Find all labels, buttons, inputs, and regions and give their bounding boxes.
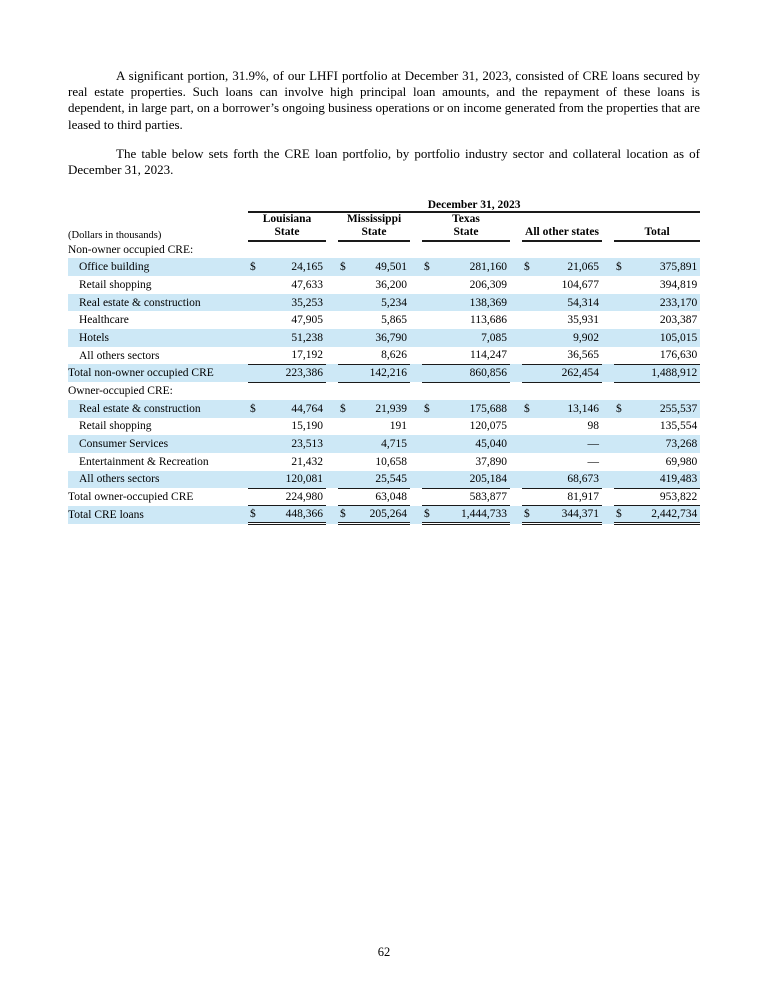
- row-label: Real estate & construction: [68, 294, 248, 312]
- currency-symbol-cell: [614, 453, 628, 471]
- currency-symbol-cell: [422, 453, 436, 471]
- column-header-texas-state: [422, 212, 510, 240]
- value-cell: 223,386: [262, 364, 326, 382]
- units-label: (Dollars in thousands): [68, 229, 162, 241]
- column-gap: [510, 241, 522, 259]
- value-cell: —: [587, 455, 599, 468]
- row-label: All others sectors: [68, 471, 248, 489]
- value-cell: 206,309: [469, 278, 507, 291]
- currency-symbol-cell: [248, 311, 262, 329]
- value-cell: 81,917: [536, 488, 602, 506]
- column-gap: [602, 435, 614, 453]
- currency-symbol-cell: $: [522, 506, 536, 524]
- row-label: Total CRE loans: [68, 506, 248, 524]
- column-gap: [410, 418, 422, 436]
- value-cell: [352, 382, 410, 400]
- currency-symbol-cell: [614, 364, 628, 382]
- column-gap: [510, 435, 522, 453]
- value-cell: 69,980: [665, 455, 698, 468]
- currency-symbol-cell: [614, 418, 628, 436]
- currency-symbol-cell: [338, 329, 352, 347]
- currency-symbol-cell: [422, 418, 436, 436]
- value-cell: 1,488,912: [628, 364, 700, 382]
- value-cell: 120,075: [469, 420, 507, 433]
- currency-symbol-cell: [614, 382, 628, 400]
- value-cell: 25,545: [352, 471, 410, 489]
- currency-symbol-cell: [248, 418, 262, 436]
- currency-symbol-cell: $: [422, 506, 436, 524]
- date-header-spacer: [68, 199, 248, 212]
- column-gap: [410, 506, 422, 524]
- currency-symbol-cell: [522, 364, 536, 382]
- column-gap: [510, 453, 522, 471]
- column-gap: [602, 453, 614, 471]
- currency-symbol-cell: [614, 241, 628, 259]
- value-cell: 375,891: [628, 258, 700, 276]
- column-gap: [410, 382, 422, 400]
- value-cell: 113,686: [470, 314, 507, 327]
- currency-symbol-cell: [522, 418, 536, 436]
- currency-symbol-cell: [614, 276, 628, 294]
- currency-symbol-cell: [248, 347, 262, 365]
- value-cell: 233,170: [628, 294, 700, 312]
- column-gap: [326, 435, 338, 453]
- row-label: Total non-owner occupied CRE: [68, 364, 248, 382]
- table-row: [68, 435, 700, 453]
- column-gap: [326, 241, 338, 259]
- column-gap: [602, 418, 614, 436]
- currency-symbol-cell: [338, 311, 352, 329]
- currency-symbol-cell: $: [614, 258, 628, 276]
- value-cell: 35,253: [262, 294, 326, 312]
- date-header-row: [68, 199, 700, 212]
- value-cell: 68,673: [536, 471, 602, 489]
- currency-symbol-cell: [614, 329, 628, 347]
- value-cell: 419,483: [628, 471, 700, 489]
- currency-symbol-cell: $: [422, 258, 436, 276]
- value-cell: 45,040: [436, 435, 510, 453]
- currency-symbol-cell: [422, 311, 436, 329]
- column-header-row: [68, 212, 700, 240]
- currency-symbol-cell: [338, 418, 352, 436]
- column-gap: [410, 471, 422, 489]
- value-cell: [628, 382, 700, 400]
- column-gap: [326, 471, 338, 489]
- table-row: [68, 364, 700, 382]
- column-gap: [602, 400, 614, 418]
- currency-symbol-cell: [338, 347, 352, 365]
- value-cell: 394,819: [659, 278, 698, 291]
- column-gap: [326, 258, 338, 276]
- value-cell: 54,314: [536, 294, 602, 312]
- column-gap: [326, 364, 338, 382]
- column-gap: [326, 400, 338, 418]
- value-cell: 36,565: [536, 347, 602, 365]
- currency-symbol-cell: [522, 382, 536, 400]
- value-cell: 23,513: [262, 435, 326, 453]
- value-cell: 135,554: [659, 420, 698, 433]
- currency-symbol-cell: [248, 453, 262, 471]
- value-cell: 953,822: [628, 488, 700, 506]
- currency-symbol-cell: [338, 276, 352, 294]
- date-header: December 31, 2023: [248, 199, 700, 212]
- value-cell: 860,856: [436, 364, 510, 382]
- currency-symbol-cell: [248, 435, 262, 453]
- column-gap: [602, 241, 614, 259]
- column-header-line: Louisiana: [262, 213, 312, 226]
- value-cell: 44,764: [262, 400, 326, 418]
- value-cell: 47,905: [291, 314, 323, 327]
- column-gap: [510, 276, 522, 294]
- value-cell: 35,931: [567, 314, 599, 327]
- currency-symbol-cell: [614, 471, 628, 489]
- section-header-row: [68, 241, 700, 259]
- value-cell: 21,939: [352, 400, 410, 418]
- column-gap: [602, 276, 614, 294]
- value-cell: 15,190: [291, 420, 323, 433]
- column-gap: [410, 258, 422, 276]
- value-cell: 205,264: [352, 506, 410, 524]
- column-gap: [510, 471, 522, 489]
- column-gap: [410, 364, 422, 382]
- row-label: Hotels: [68, 329, 248, 347]
- value-cell: 49,501: [352, 258, 410, 276]
- column-gap: [510, 506, 522, 524]
- currency-symbol-cell: [422, 276, 436, 294]
- column-gap: [602, 258, 614, 276]
- value-cell: 191: [389, 420, 407, 433]
- column-gap: [326, 311, 338, 329]
- table-row: [68, 418, 700, 436]
- row-label: Total owner-occupied CRE: [68, 491, 194, 504]
- currency-symbol-cell: $: [248, 258, 262, 276]
- currency-symbol-cell: [614, 488, 628, 506]
- currency-symbol-cell: [614, 435, 628, 453]
- value-cell: 262,454: [536, 364, 602, 382]
- currency-symbol-cell: $: [522, 258, 536, 276]
- value-cell: 4,715: [352, 435, 410, 453]
- currency-symbol-cell: [522, 311, 536, 329]
- currency-symbol-cell: $: [614, 506, 628, 524]
- currency-symbol-cell: [338, 241, 352, 259]
- table-row: [68, 453, 700, 471]
- value-cell: —: [536, 435, 602, 453]
- value-cell: 344,371: [536, 506, 602, 524]
- currency-symbol-cell: [338, 364, 352, 382]
- value-cell: 73,268: [628, 435, 700, 453]
- table-row: [68, 471, 700, 489]
- row-label: Healthcare: [79, 314, 129, 327]
- value-cell: 17,192: [262, 347, 326, 365]
- column-gap: [510, 400, 522, 418]
- column-header-line: Mississippi: [346, 213, 402, 226]
- column-gap: [602, 382, 614, 400]
- column-gap: [326, 453, 338, 471]
- value-cell: 120,081: [262, 471, 326, 489]
- currency-symbol-cell: [522, 488, 536, 506]
- currency-symbol-cell: [522, 329, 536, 347]
- currency-symbol-cell: [522, 241, 536, 259]
- column-header-line: State: [361, 226, 387, 239]
- row-label: Entertainment & Recreation: [79, 455, 209, 468]
- value-cell: 51,238: [262, 329, 326, 347]
- table-row: [68, 400, 700, 418]
- value-cell: 21,065: [536, 258, 602, 276]
- column-gap: [410, 488, 422, 506]
- value-cell: [262, 241, 326, 259]
- value-cell: 5,234: [352, 294, 410, 312]
- currency-symbol-cell: $: [338, 258, 352, 276]
- value-cell: 281,160: [436, 258, 510, 276]
- column-gap: [410, 294, 422, 312]
- currency-symbol-cell: $: [338, 400, 352, 418]
- column-gap: [326, 329, 338, 347]
- value-cell: 176,630: [628, 347, 700, 365]
- currency-symbol-cell: [522, 294, 536, 312]
- column-gap: [602, 329, 614, 347]
- column-gap: [326, 212, 338, 240]
- currency-symbol-cell: $: [614, 400, 628, 418]
- value-cell: [536, 382, 602, 400]
- column-gap: [602, 311, 614, 329]
- table-row: [68, 311, 700, 329]
- column-gap: [602, 471, 614, 489]
- table-row: [68, 276, 700, 294]
- currency-symbol-cell: [522, 347, 536, 365]
- row-label: Non-owner occupied CRE:: [68, 243, 194, 256]
- column-gap: [510, 311, 522, 329]
- column-gap: [602, 347, 614, 365]
- currency-symbol-cell: [248, 294, 262, 312]
- currency-symbol-cell: [338, 294, 352, 312]
- column-gap: [326, 488, 338, 506]
- column-gap: [410, 347, 422, 365]
- currency-symbol-cell: [522, 471, 536, 489]
- column-gap: [510, 258, 522, 276]
- row-label: All others sectors: [79, 349, 160, 362]
- currency-symbol-cell: [522, 435, 536, 453]
- value-cell: 47,633: [291, 278, 323, 291]
- value-cell: [262, 382, 326, 400]
- currency-symbol-cell: [338, 435, 352, 453]
- value-cell: 9,902: [536, 329, 602, 347]
- column-gap: [326, 382, 338, 400]
- table-row: [68, 347, 700, 365]
- value-cell: 24,165: [262, 258, 326, 276]
- value-cell: 448,366: [262, 506, 326, 524]
- table-row: [68, 329, 700, 347]
- column-header-mississippi-state: [338, 212, 410, 240]
- row-label: Real estate & construction: [68, 400, 248, 418]
- section-header-row: [68, 382, 700, 400]
- value-cell: [628, 241, 700, 259]
- column-header-line: All other states: [525, 226, 599, 239]
- row-label: Retail shopping: [79, 420, 152, 433]
- value-cell: 224,980: [262, 488, 326, 506]
- column-header-line: Total: [644, 226, 670, 239]
- row-label: Office building: [68, 258, 248, 276]
- currency-symbol-cell: [248, 329, 262, 347]
- column-gap: [510, 294, 522, 312]
- paragraph-table-intro: The table below sets forth the CRE loan portfolio, by portfolio industry sector and collateral location as of December 31, 2023.: [68, 145, 700, 178]
- column-gap: [510, 329, 522, 347]
- value-cell: 7,085: [436, 329, 510, 347]
- column-gap: [602, 506, 614, 524]
- currency-symbol-cell: [522, 276, 536, 294]
- currency-symbol-cell: [248, 364, 262, 382]
- currency-symbol-cell: [422, 364, 436, 382]
- table-row: [68, 258, 700, 276]
- currency-symbol-cell: $: [248, 506, 262, 524]
- value-cell: 10,658: [375, 455, 407, 468]
- column-gap: [510, 488, 522, 506]
- value-cell: 36,790: [352, 329, 410, 347]
- currency-symbol-cell: [248, 488, 262, 506]
- value-cell: 63,048: [352, 488, 410, 506]
- column-gap: [510, 418, 522, 436]
- currency-symbol-cell: [422, 329, 436, 347]
- row-label: Consumer Services: [68, 435, 248, 453]
- currency-symbol-cell: [614, 311, 628, 329]
- value-cell: 205,184: [436, 471, 510, 489]
- column-gap: [326, 506, 338, 524]
- value-cell: 98: [587, 420, 599, 433]
- column-gap: [410, 435, 422, 453]
- currency-symbol-cell: [422, 294, 436, 312]
- table-body: [68, 241, 700, 524]
- value-cell: 138,369: [436, 294, 510, 312]
- value-cell: [436, 241, 510, 259]
- currency-symbol-cell: [422, 347, 436, 365]
- value-cell: 255,537: [628, 400, 700, 418]
- column-gap: [410, 276, 422, 294]
- value-cell: 8,626: [352, 347, 410, 365]
- value-cell: 21,432: [291, 455, 323, 468]
- value-cell: 104,677: [561, 278, 599, 291]
- currency-symbol-cell: [422, 471, 436, 489]
- column-gap: [326, 347, 338, 365]
- currency-symbol-cell: $: [338, 506, 352, 524]
- currency-symbol-cell: [248, 241, 262, 259]
- currency-symbol-cell: [338, 382, 352, 400]
- row-label: Owner-occupied CRE:: [68, 385, 173, 397]
- currency-symbol-cell: [422, 488, 436, 506]
- column-gap: [410, 311, 422, 329]
- currency-symbol-cell: [248, 382, 262, 400]
- value-cell: 105,015: [628, 329, 700, 347]
- value-cell: 142,216: [352, 364, 410, 382]
- currency-symbol-cell: [338, 488, 352, 506]
- value-cell: 2,442,734: [628, 506, 700, 524]
- column-gap: [510, 382, 522, 400]
- value-cell: [436, 382, 510, 400]
- value-cell: [352, 241, 410, 259]
- value-cell: 175,688: [436, 400, 510, 418]
- value-cell: [536, 241, 602, 259]
- column-gap: [326, 418, 338, 436]
- currency-symbol-cell: [248, 471, 262, 489]
- currency-symbol-cell: [338, 453, 352, 471]
- column-header-line: State: [453, 226, 479, 239]
- paragraph-cre-overview: A significant portion, 31.9%, of our LHFI portfolio at December 31, 2023, consisted of CRE loans secured by real estate properties. Such loans can involve high principal loan amounts, and the repayment of these loans is dependent, in large part, on a borrower’s ongoing business operations or on income generated from the properties that are leased to third parties.: [68, 68, 700, 132]
- column-gap: [410, 453, 422, 471]
- column-gap: [326, 294, 338, 312]
- column-gap: [602, 294, 614, 312]
- currency-symbol-cell: [248, 276, 262, 294]
- value-cell: 36,200: [375, 278, 407, 291]
- column-gap: [510, 212, 522, 240]
- value-cell: 13,146: [536, 400, 602, 418]
- currency-symbol-cell: [422, 435, 436, 453]
- column-header-louisiana-state: [248, 212, 326, 240]
- column-gap: [410, 329, 422, 347]
- column-gap: [510, 347, 522, 365]
- column-header-line: Texas: [452, 213, 480, 226]
- column-header-all-other-states: [522, 212, 602, 240]
- table-row: [68, 294, 700, 312]
- value-cell: 203,387: [659, 314, 698, 327]
- column-header-line: State: [274, 226, 300, 239]
- column-gap: [602, 488, 614, 506]
- column-gap: [410, 241, 422, 259]
- currency-symbol-cell: [614, 294, 628, 312]
- column-gap: [410, 212, 422, 240]
- page-number: 62: [377, 945, 391, 959]
- value-cell: 1,444,733: [436, 506, 510, 524]
- column-header-total: [614, 212, 700, 240]
- column-gap: [410, 400, 422, 418]
- currency-symbol-cell: $: [248, 400, 262, 418]
- column-gap: [602, 212, 614, 240]
- currency-symbol-cell: [614, 347, 628, 365]
- table-row: [68, 506, 700, 524]
- value-cell: 5,865: [381, 314, 407, 327]
- currency-symbol-cell: $: [522, 400, 536, 418]
- currency-symbol-cell: [522, 453, 536, 471]
- currency-symbol-cell: [422, 241, 436, 259]
- row-label: Retail shopping: [79, 278, 152, 291]
- value-cell: 583,877: [436, 488, 510, 506]
- currency-symbol-cell: [338, 471, 352, 489]
- column-gap: [602, 364, 614, 382]
- value-cell: 114,247: [436, 347, 510, 365]
- currency-symbol-cell: $: [422, 400, 436, 418]
- table-row: [68, 488, 700, 506]
- value-cell: 37,890: [475, 455, 507, 468]
- cre-loan-portfolio-table: [68, 199, 700, 525]
- column-gap: [326, 276, 338, 294]
- column-gap: [510, 364, 522, 382]
- currency-symbol-cell: [422, 382, 436, 400]
